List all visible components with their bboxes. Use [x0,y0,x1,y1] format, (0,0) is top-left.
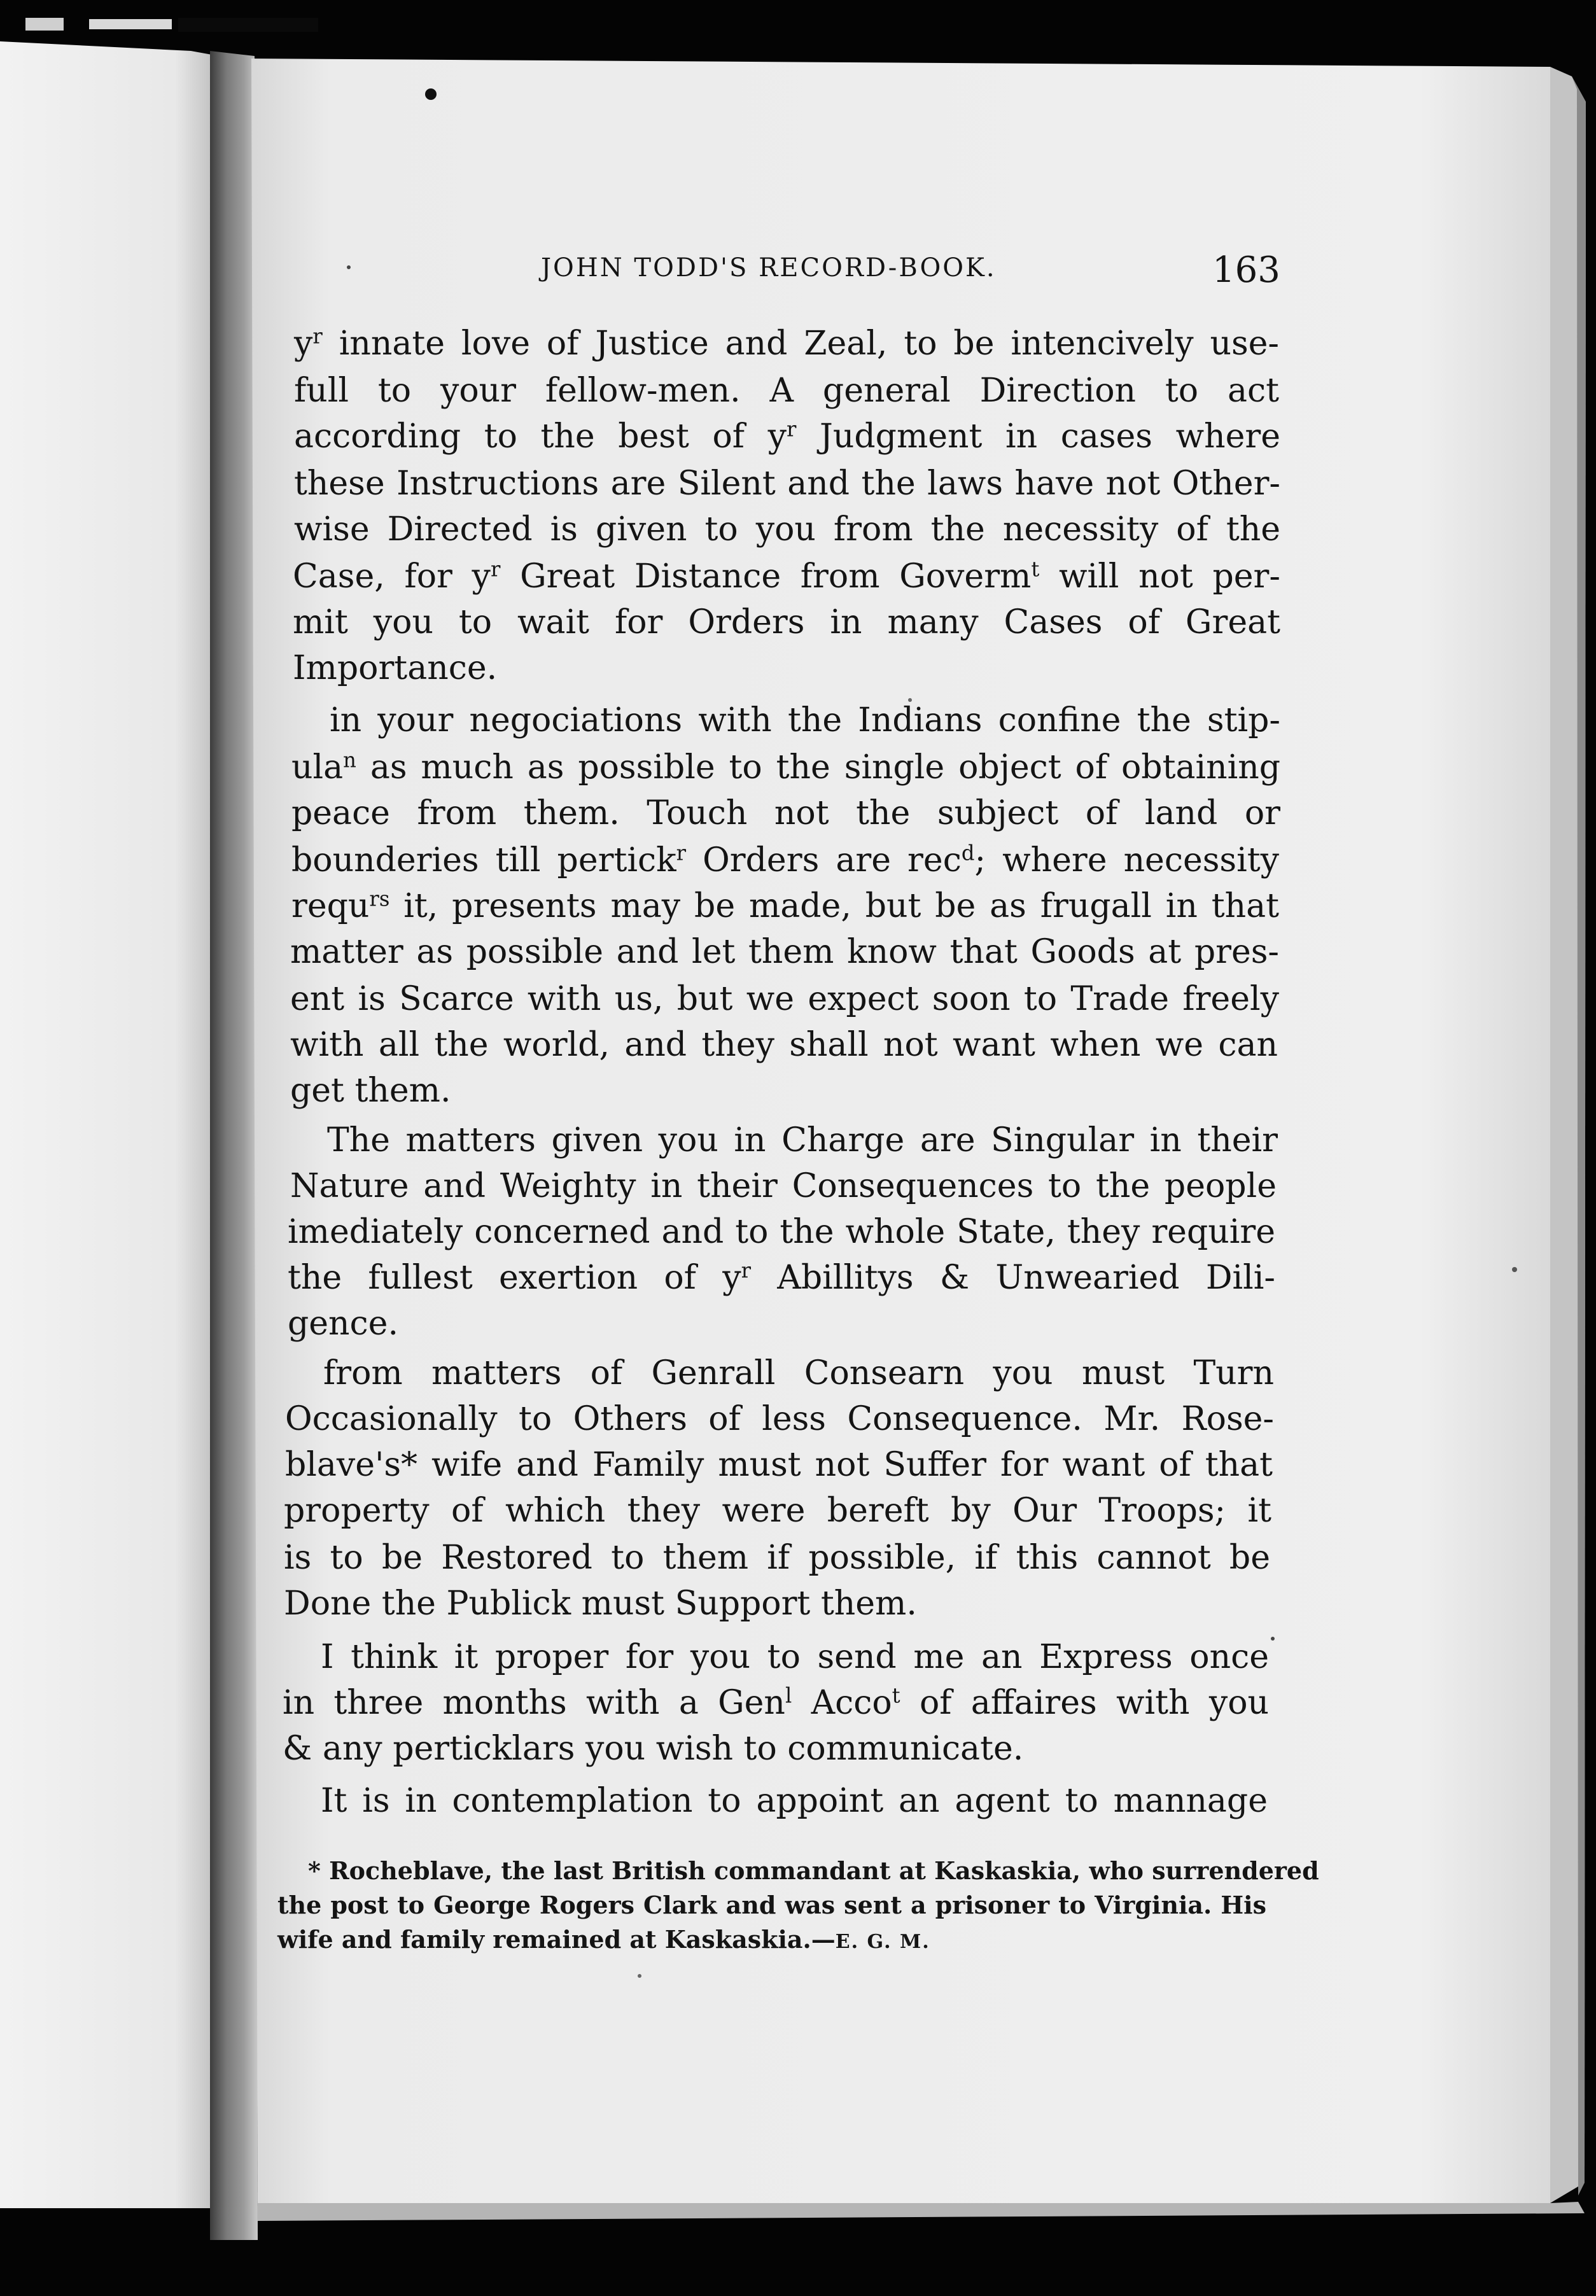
superscript: r [312,324,323,349]
body-line: get them. [290,1072,451,1110]
superscript: t [1031,557,1040,582]
text-run: ula [291,748,344,787]
body-line: Done the Publick must Support them. [284,1585,917,1623]
superscript: r [741,1258,751,1283]
body-line: imediately concerned and to the whole State, they require [288,1213,1275,1251]
superscript: t [892,1683,900,1708]
body-line [291,887,1279,925]
superscript: r [787,417,797,442]
text-run: wife and family remained at Kaskaskia.— [277,1925,836,1954]
body-line [288,1259,1275,1297]
text-run: of affaires with you [919,1684,1270,1722]
text-run: y [294,325,313,363]
body-line: Importance. [293,649,498,687]
page-number: 163 [1212,249,1280,291]
running-head: JOHN TODD'S RECORD-BOOK. [541,253,997,283]
body-line [293,557,1280,596]
body-line: in your negociations with the Indians confine the stip- [330,701,1280,739]
body-line [294,325,1279,363]
body-line: from matters of Genrall Consearn you must Turn [323,1354,1274,1392]
body-line: Nature and Weighty in their Consequences to the people [290,1167,1277,1205]
body-line: & any perticklars you wish to communicate. [283,1730,1024,1768]
text-run: Abillitys & Unwearied Dili- [777,1259,1276,1297]
superscript: d [961,841,975,865]
body-line [291,748,1280,787]
body-line: property of which they were bereft by Our Troops; it [284,1492,1271,1530]
body-line: blave's* wife and Family must not Suffer for want of that [285,1446,1273,1484]
footnote-line: * Rocheblave, the last British commandant at Kaskaskia, who surrendered [308,1856,1319,1885]
text-run: bounderies till pertick [291,841,676,879]
footnote-line [277,1923,1266,1959]
text-run: ; where necessity [974,841,1280,879]
text-run: requ [291,887,370,925]
body-line: It is in contemplation to appoint an agent to mannage [321,1782,1268,1820]
text-run: it, presents may be made, but be as frugall in that [403,887,1280,925]
body-line: these Instructions are Silent and the laws have not Other- [294,465,1280,503]
text-run: according to the best of y [294,417,787,456]
text-run: Great Distance from Goverm [520,557,1032,596]
superscript: n [343,748,356,773]
superscript: l [785,1683,792,1708]
text-run: in three months with a Gen [283,1684,785,1722]
superscript: r [490,557,501,582]
body-line [283,1684,1269,1722]
body-line: I think it proper for you to send me an Express once [321,1638,1269,1676]
left-page-fragment-area [0,0,155,2296]
body-line: is to be Restored to them if possible, if this cannot be [284,1539,1270,1577]
body-line: with all the world, and they shall not want when we can [290,1026,1278,1064]
body-line: gence. [288,1305,398,1343]
text-run: Acco [811,1684,892,1722]
text-run: Orders are rec [703,841,962,879]
superscript: r [676,841,687,865]
body-line: Occasionally to Others of less Consequence. Mr. Rose- [285,1400,1274,1438]
body-line [294,417,1280,456]
text-run: Case, for y [293,557,491,596]
text-run: Judgment in cases where [820,417,1280,456]
body-line: peace from them. Touch not the subject of land or [291,794,1280,832]
footnote-line: the post to George Rogers Clark and was sent a prisoner to Virginia. His [277,1891,1266,1919]
body-line [291,841,1279,879]
text-run: the fullest exertion of y [288,1259,741,1297]
body-line: matter as possible and let them know that Goods at pres- [290,933,1279,971]
footnote-initials: E. G. M. [835,1931,930,1953]
body-line: full to your fellow-men. A general Direction to act [294,372,1279,410]
body-line: mit you to wait for Orders in many Cases of Great [293,603,1280,641]
body-line: The matters given you in Charge are Singular in their [327,1121,1278,1159]
text-run: will not per- [1059,557,1280,596]
text-run: innate love of Justice and Zeal, to be intencively use- [339,325,1279,363]
body-line: ent is Scarce with us, but we expect soon to Trade freely [290,980,1279,1018]
body-line: wise Directed is given to you from the necessity of the [294,510,1280,549]
text-run: as much as possible to the single object of obtaining [370,748,1280,787]
superscript: rs [369,886,390,911]
